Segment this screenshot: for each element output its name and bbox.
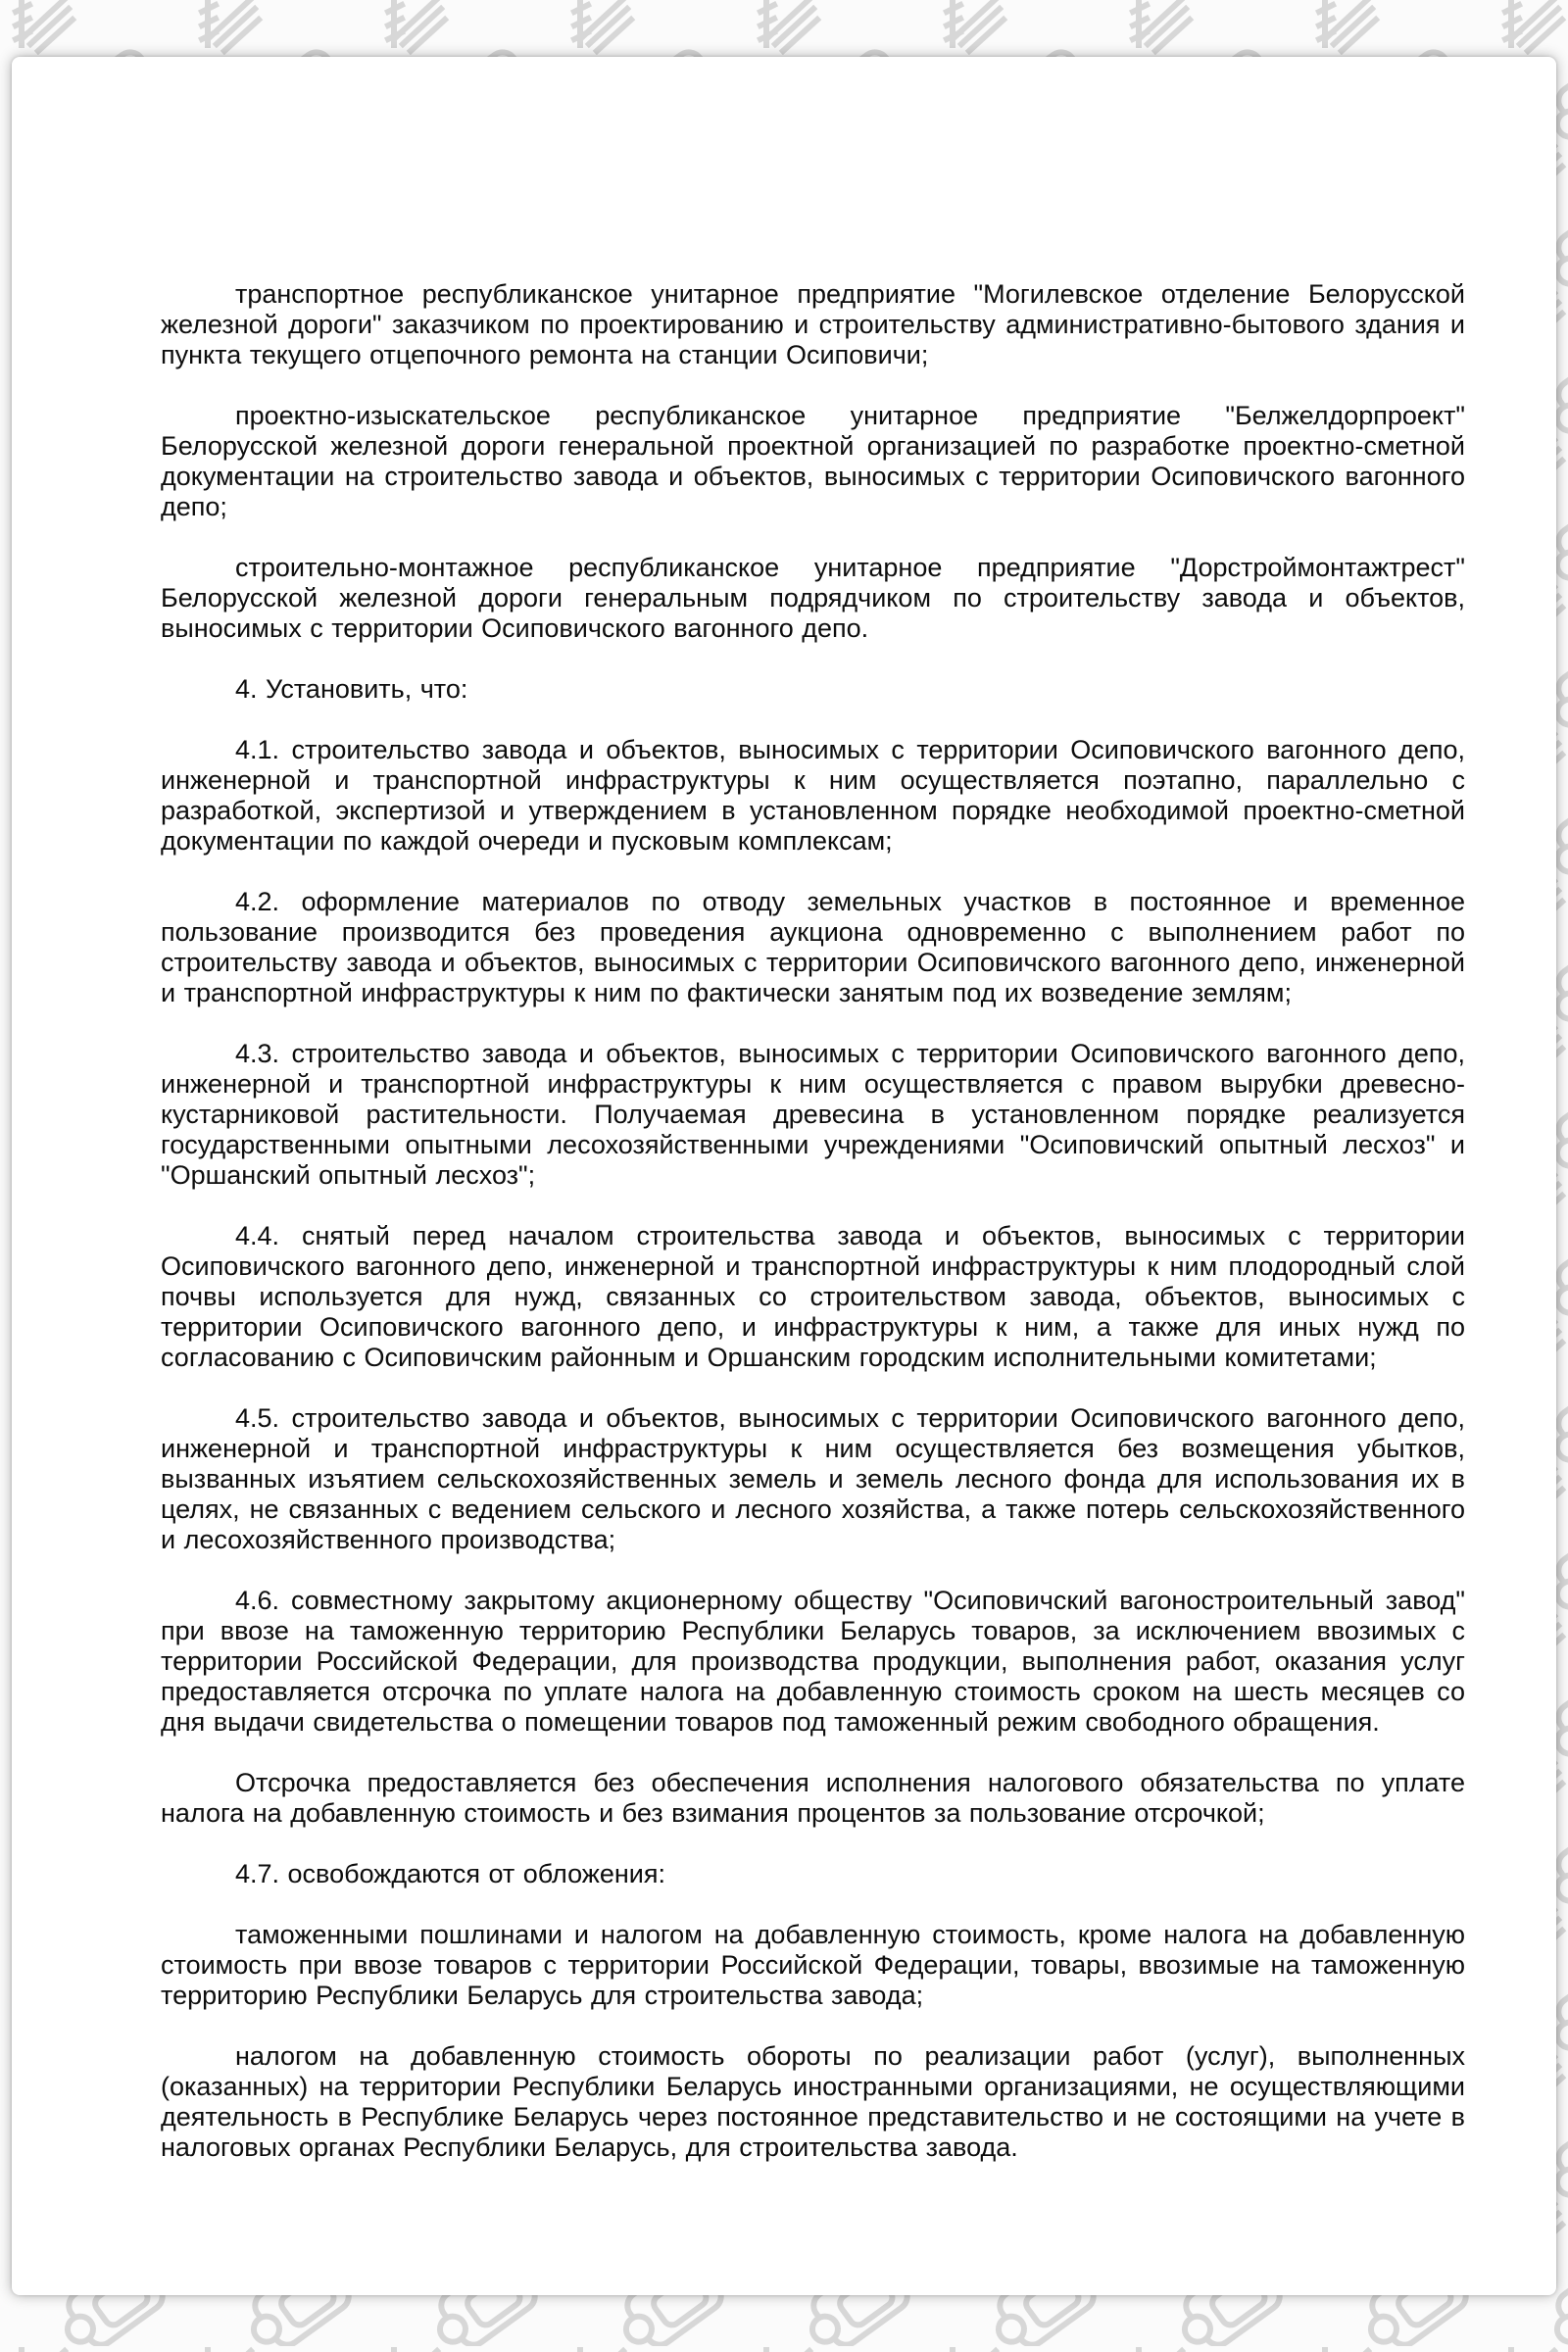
paragraph: 4.2. оформление материалов по отводу земельных участков в постоянное и временное пользование производится без проведения аукциона одновременно с выполнением работ по строительству завода и объектов, выносимых с территории Осиповичского вагонного депо, инженерной и транспортной инфраструктуры к ним по фактически занятым под их возведение землям; (161, 887, 1465, 1007)
paragraph: проектно-изыскательское республиканское унитарное предприятие "Белжелдорпроект" Белорусской железной дороги генеральной проектной организацией по разработке проектно-сметной документации на строительство завода и объектов, выносимых с территории Осиповичского вагонного депо; (161, 401, 1465, 521)
paragraph: 4.6. совместному закрытому акционерному обществу "Осиповичский вагоностроительный завод" при ввозе на таможенную территорию Республики Беларусь товаров, за исключением ввозимых с территории Российской Федерации, для производства продукции, выполнения работ, оказания услуг предоставляется отсрочка по уплате налога на добавленную стоимость сроком на шесть месяцев со дня выдачи свидетельства о помещении товаров под таможенный режим свободного обращения. (161, 1586, 1465, 1737)
paragraph: транспортное республиканское унитарное предприятие "Могилевское отделение Белорусской железной дороги" заказчиком по проектированию и строительству административно-бытового здания и пункта текущего отцепочного ремонта на станции Осиповичи; (161, 279, 1465, 369)
paragraph: 4. Установить, что: (235, 674, 468, 704)
paragraph: 4.3. строительство завода и объектов, выносимых с территории Осиповичского вагонного депо, инженерной и транспортной инфраструктуры к ним осуществляется с правом вырубки древесно-кустарниковой растительности. Получаемая древесина в установленном порядке реализуется государственными опытными лесохозяйственными учреждениями "Осиповичский опытный лесхоз" и "Оршанский опытный лесхоз"; (161, 1039, 1465, 1190)
document-body (161, 279, 1465, 2193)
paragraph: 4.1. строительство завода и объектов, выносимых с территории Осиповичского вагонного депо, инженерной и транспортной инфраструктуры к ним осуществляется поэтапно, параллельно с разработкой, экспертизой и утверждением в установленном порядке необходимой проектно-сметной документации по каждой очереди и пусковым комплексам; (161, 735, 1465, 856)
paragraph: таможенными пошлинами и налогом на добавленную стоимость, кроме налога на добавленную стоимость при ввозе товаров с территории Российской Федерации, товары, ввозимые на таможенную территорию Республики Беларусь для строительства завода; (161, 1920, 1465, 2010)
paragraph: 4.5. строительство завода и объектов, выносимых с территории Осиповичского вагонного депо, инженерной и транспортной инфраструктуры к ним осуществляется без возмещения убытков, вызванных изъятием сельскохозяйственных земель и земель лесного фонда для использования их в целях, не связанных с ведением сельского и лесного хозяйства, а также потерь сельскохозяйственного и лесохозяйственного производства; (161, 1403, 1465, 1554)
paragraph: налогом на добавленную стоимость обороты по реализации работ (услуг), выполненных (оказанных) на территории Республики Беларусь иностранными организациями, не осуществляющими деятельность в Республике Беларусь через постоянное представительство и не состоящими на учете в налоговых органах Республики Беларусь, для строительства завода. (161, 2041, 1465, 2162)
paragraph: 4.4. снятый перед началом строительства завода и объектов, выносимых с территории Осиповичского вагонного депо, инженерной и транспортной инфраструктуры к ним плодородный слой почвы используется для нужд, связанных со строительством завода, объектов, выносимых с территории Осиповичского вагонного депо, и инфраструктуры к ним, а также для иных нужд по согласованию с Осиповичским районным и Оршанским городским исполнительными комитетами; (161, 1221, 1465, 1372)
paragraph: 4.7. освобождаются от обложения: (235, 1859, 665, 1888)
paragraph: строительно-монтажное республиканское унитарное предприятие "Дорстроймонтажтрест" Белорусской железной дороги генеральным подрядчиком по строительству завода и объектов, выносимых с территории Осиповичского вагонного депо. (161, 553, 1465, 643)
paragraph: Отсрочка предоставляется без обеспечения исполнения налогового обязательства по уплате налога на добавленную стоимость и без взимания процентов за пользование отсрочкой; (161, 1768, 1465, 1828)
document-page (12, 57, 1556, 2295)
